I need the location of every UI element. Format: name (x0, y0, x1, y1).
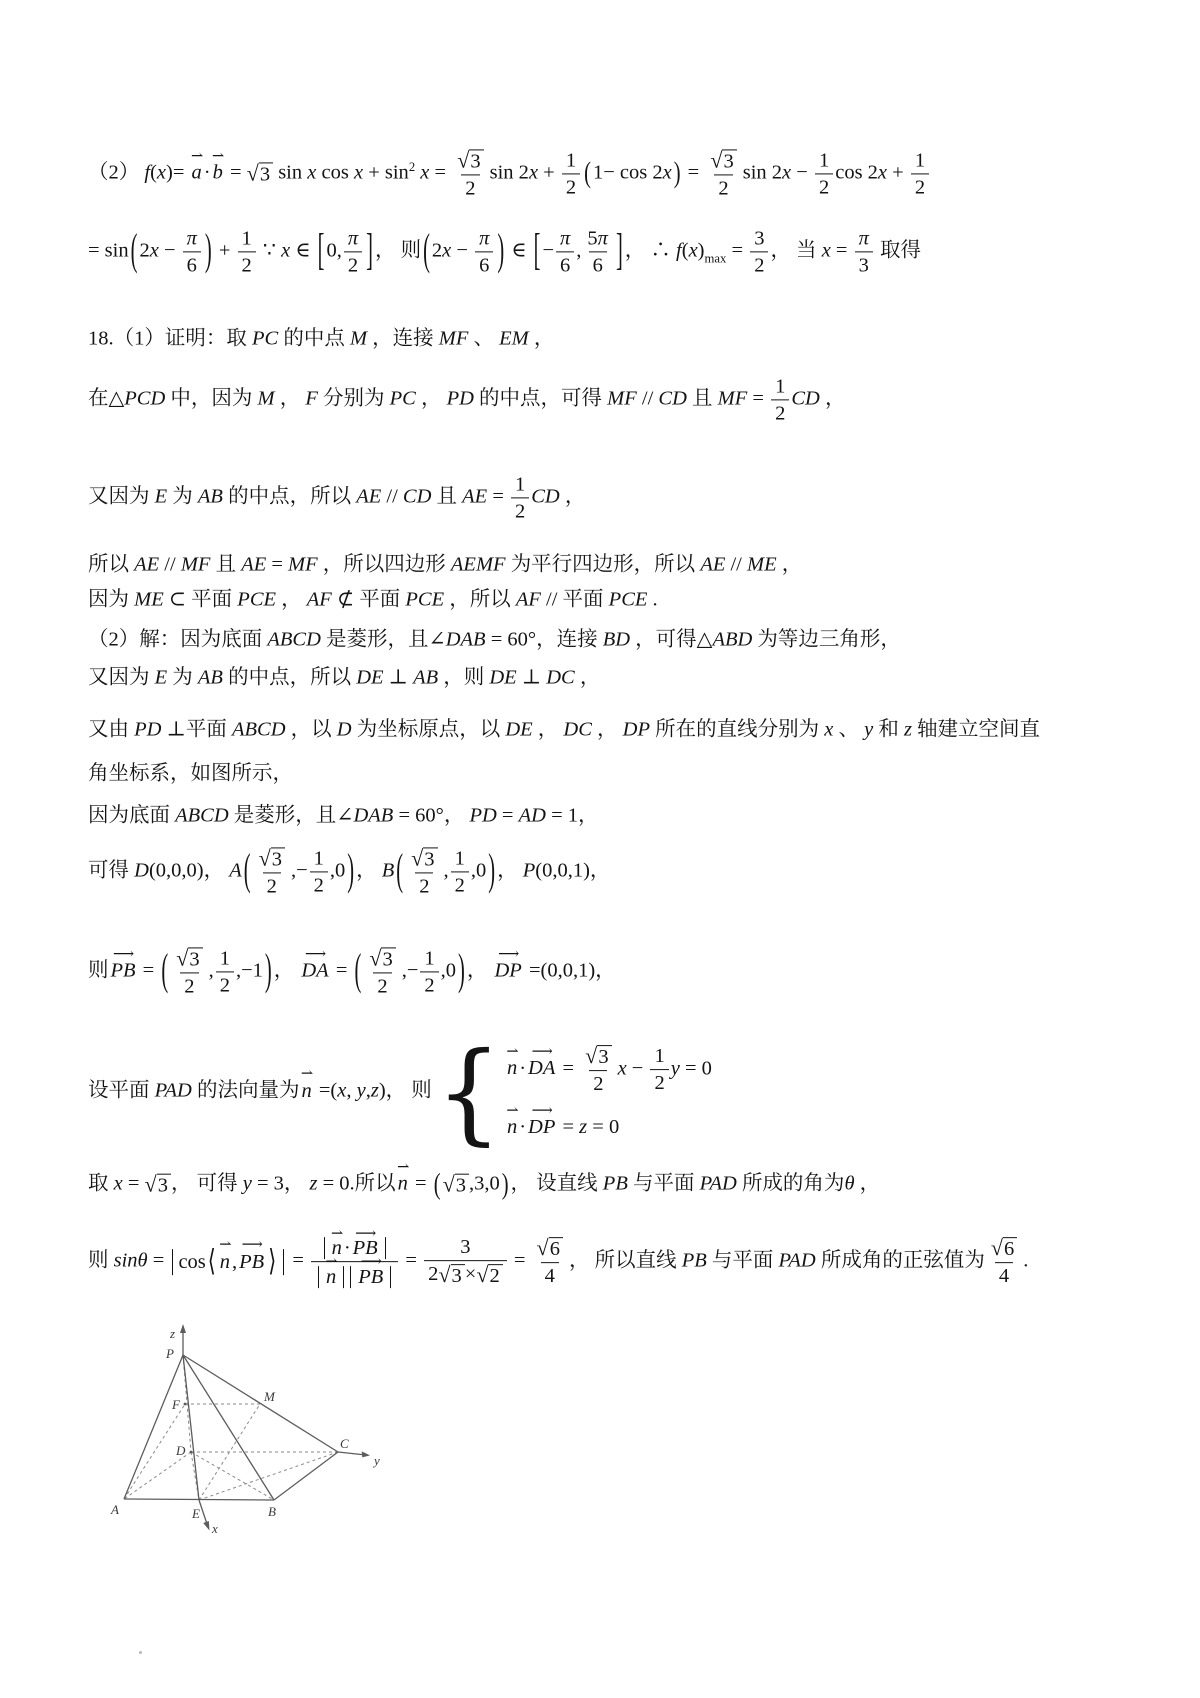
solution-line-17: 则 sinθ = cos ⟨ ⇀ n , ⟶ PB ⟩ = ⇀ n · ⟶ PB ⇀ n ⟶ PB = 3 2 √ 3 × √ 2 = √ 6 4 ， 所以直线 PB 与平面 PAD 所成角的正弦值为 √ 6 4 . (88, 1226, 1029, 1288)
solution-line-16: 取 x = √ 3 ， 可得 y = 3， z = 0.所以 ⇀ n = ( √ 3 ,3,0)， 设直线 PB 与平面 PAD 所成的角为θ ， (88, 1159, 881, 1201)
solution-line-5: 又因为 E 为 AB 的中点，所以 AE // CD 且 AE = $\frac{1}{2}$ CD ， (88, 473, 586, 523)
stray-mark (139, 1651, 142, 1654)
solution-line-7: 因为 ME ⊂ 平面 PCE ， AF ⊄ 平面 PCE ，所以 AF // 平面 PCE . (88, 588, 658, 611)
solution-line-6: 所以 AE // MF 且 AE = MF ，所以四边形 AEMF 为平行四边形，所以 AE // ME ， (88, 553, 803, 576)
solution-line-14: 则 ⟶ PB = ( √ 3 2 , $\frac{1}{2}$ ,−1)， ⟶ DA = ( √ 3 2 ,− $\frac{1}{2}$ ,0)， ⟶ DP =(0,0,1)， (88, 944, 616, 998)
solution-line-10: 又由 PD ⊥平面 ABCD ，以 D 为坐标原点，以 DE ， DC ， DP 所在的直线分别为 x 、 y 和 z 轴建立空间直 (88, 718, 1041, 741)
figure-label-C: C (340, 1436, 349, 1451)
figure-label-E: E (192, 1506, 200, 1521)
figure-label-x: x (212, 1521, 218, 1536)
x-axis-arrow (203, 1521, 209, 1531)
solution-line-3: 18.（1）证明：取 PC 的中点 M ，连接 MF 、 EM ， (88, 327, 555, 350)
solution-line-13: 可得 D(0,0,0)， A( √ 3 2 ,− $\frac{1}{2}$ ,0)， B( √ 3 2 , $\frac{1}{2}$ ,0)， P(0,0,1)， (88, 844, 611, 898)
pyramid-diagram (96, 1322, 396, 1537)
solution-line-11: 角坐标系，如图所示， (88, 762, 293, 785)
solution-line-8: （2）解：因为底面 ABCD 是菱形，且∠DAB = 60°，连接 BD ，可得△ABD 为等边三角形， (88, 628, 901, 651)
coordinate-figure (96, 1322, 396, 1537)
solution-line-15: 设平面 PAD 的法向量为 ⇀ n =(x, y,z)， 则 { ⇀ n· ⟶ DA = √ 3 2 x − $\frac{1}{2}$ y = 0 ⇀ n· ⟶ DP = z = 0 (88, 1027, 712, 1156)
solution-line-1: （2） f(x)= ⇀ a· ⇀ b = √ 3 sin x $\cos x + \sin^2 x$ = √ 3 2 sin 2x + $\frac{1}{2}$ (1− cos 2x) = √ 3 2 sin 2x − $\frac{1}{2}$ cos 2x + $\frac{1}{2}$ (88, 147, 931, 200)
z-axis-arrow (180, 1324, 186, 1333)
figure-label-M: M (264, 1389, 275, 1404)
solution-line-12: 因为底面 ABCD 是菱形，且∠DAB = 60°， PD = AD = 1， (88, 804, 599, 827)
figure-label-D: D (176, 1443, 186, 1458)
y-axis-arrow (362, 1451, 370, 1457)
figure-label-B: B (268, 1504, 276, 1519)
solution-line-4: 在△PCD 中，因为 M ， F 分别为 PC ， PD 的中点，可得 MF // CD 且 MF = $\frac{1}{2}$ CD ， (88, 375, 846, 425)
figure-label-z: z (170, 1326, 176, 1341)
figure-label-A: A (111, 1502, 119, 1517)
figure-label-y: y (374, 1453, 380, 1468)
solution-line-2: = sin(2x − $\frac{\pi}{6}$ ) + $\frac{1}{2}$ ∵ x ∈ [0, $\frac{\pi}{2}$ ]， 则(2x − $\frac{\pi}{6}$ ) ∈ [− $\frac{\pi}{6}$ , $\frac{5\pi}{6}$ ]， ∴ $f(x)_{max}$ = $\frac{3}{2}$ ， 当 x = $\frac{\pi}{3}$ 取得 (88, 227, 922, 277)
figure-label-F: F (172, 1397, 180, 1412)
figure-label-P: P (166, 1346, 174, 1361)
solution-line-9: 又因为 E 为 AB 的中点，所以 DE ⊥ AB ，则 DE ⊥ DC ， (88, 666, 601, 689)
